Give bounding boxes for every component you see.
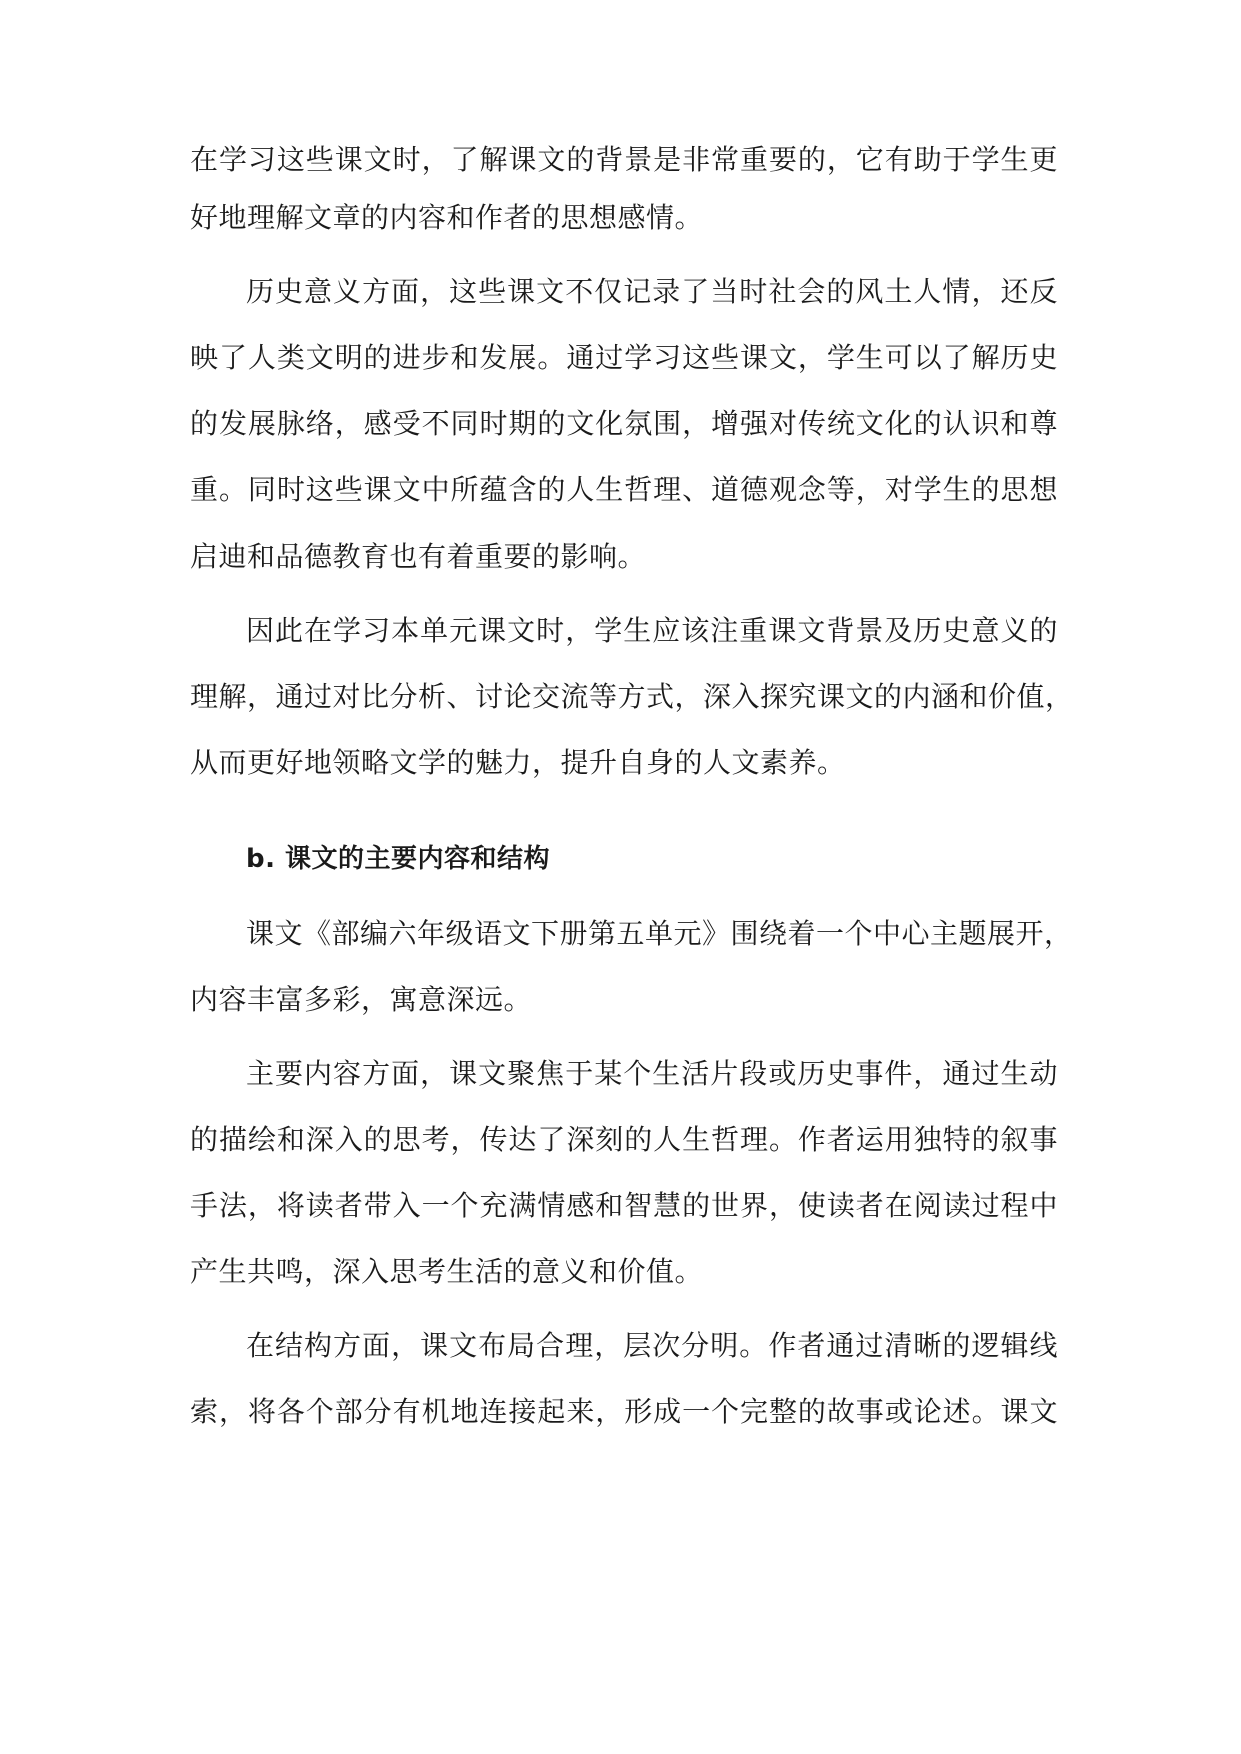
- paragraph-line: 的发展脉络，感受不同时期的文化氛围，增强对传统文化的认识和尊: [190, 407, 1058, 440]
- paragraph-line: 课文《部编六年级语文下册第五单元》围绕着一个中心主题展开，: [246, 917, 1073, 950]
- paragraph-line: 在结构方面，课文布局合理，层次分明。作者通过清晰的逻辑线: [246, 1329, 1058, 1362]
- paragraph-line: 产生共鸣，深入思考生活的意义和价值。: [190, 1255, 704, 1288]
- paragraph-line: 重。同时这些课文中所蕴含的人生哲理、道德观念等，对学生的思想: [190, 473, 1058, 506]
- paragraph-line: 主要内容方面，课文聚焦于某个生活片段或历史事件，通过生动: [246, 1057, 1058, 1090]
- section-heading: b. 课文的主要内容和结构: [246, 844, 551, 874]
- paragraph-line: 因此在学习本单元课文时，学生应该注重课文背景及历史意义的: [246, 614, 1058, 647]
- paragraph-line: 索，将各个部分有机地连接起来，形成一个完整的故事或论述。课文: [190, 1395, 1058, 1428]
- paragraph-line: 启迪和品德教育也有着重要的影响。: [190, 540, 647, 573]
- paragraph-line: 从而更好地领略文学的魅力，提升自身的人文素养。: [190, 746, 846, 779]
- paragraph-line: 内容丰富多彩，寓意深远。: [190, 983, 533, 1016]
- paragraph-line: 好地理解文章的内容和作者的思想感情。: [190, 201, 704, 234]
- paragraph-line: 手法，将读者带入一个充满情感和智慧的世界，使读者在阅读过程中: [190, 1189, 1058, 1222]
- paragraph-line: 的描绘和深入的思考，传达了深刻的人生哲理。作者运用独特的叙事: [190, 1123, 1058, 1156]
- paragraph-line: 在学习这些课文时，了解课文的背景是非常重要的，它有助于学生更: [190, 143, 1058, 176]
- paragraph-line: 历史意义方面，这些课文不仅记录了当时社会的风土人情，还反: [246, 275, 1058, 308]
- paragraph-line: 映了人类文明的进步和发展。通过学习这些课文，学生可以了解历史: [190, 341, 1058, 374]
- paragraph-line: 理解，通过对比分析、讨论交流等方式，深入探究课文的内涵和价值，: [190, 680, 1074, 713]
